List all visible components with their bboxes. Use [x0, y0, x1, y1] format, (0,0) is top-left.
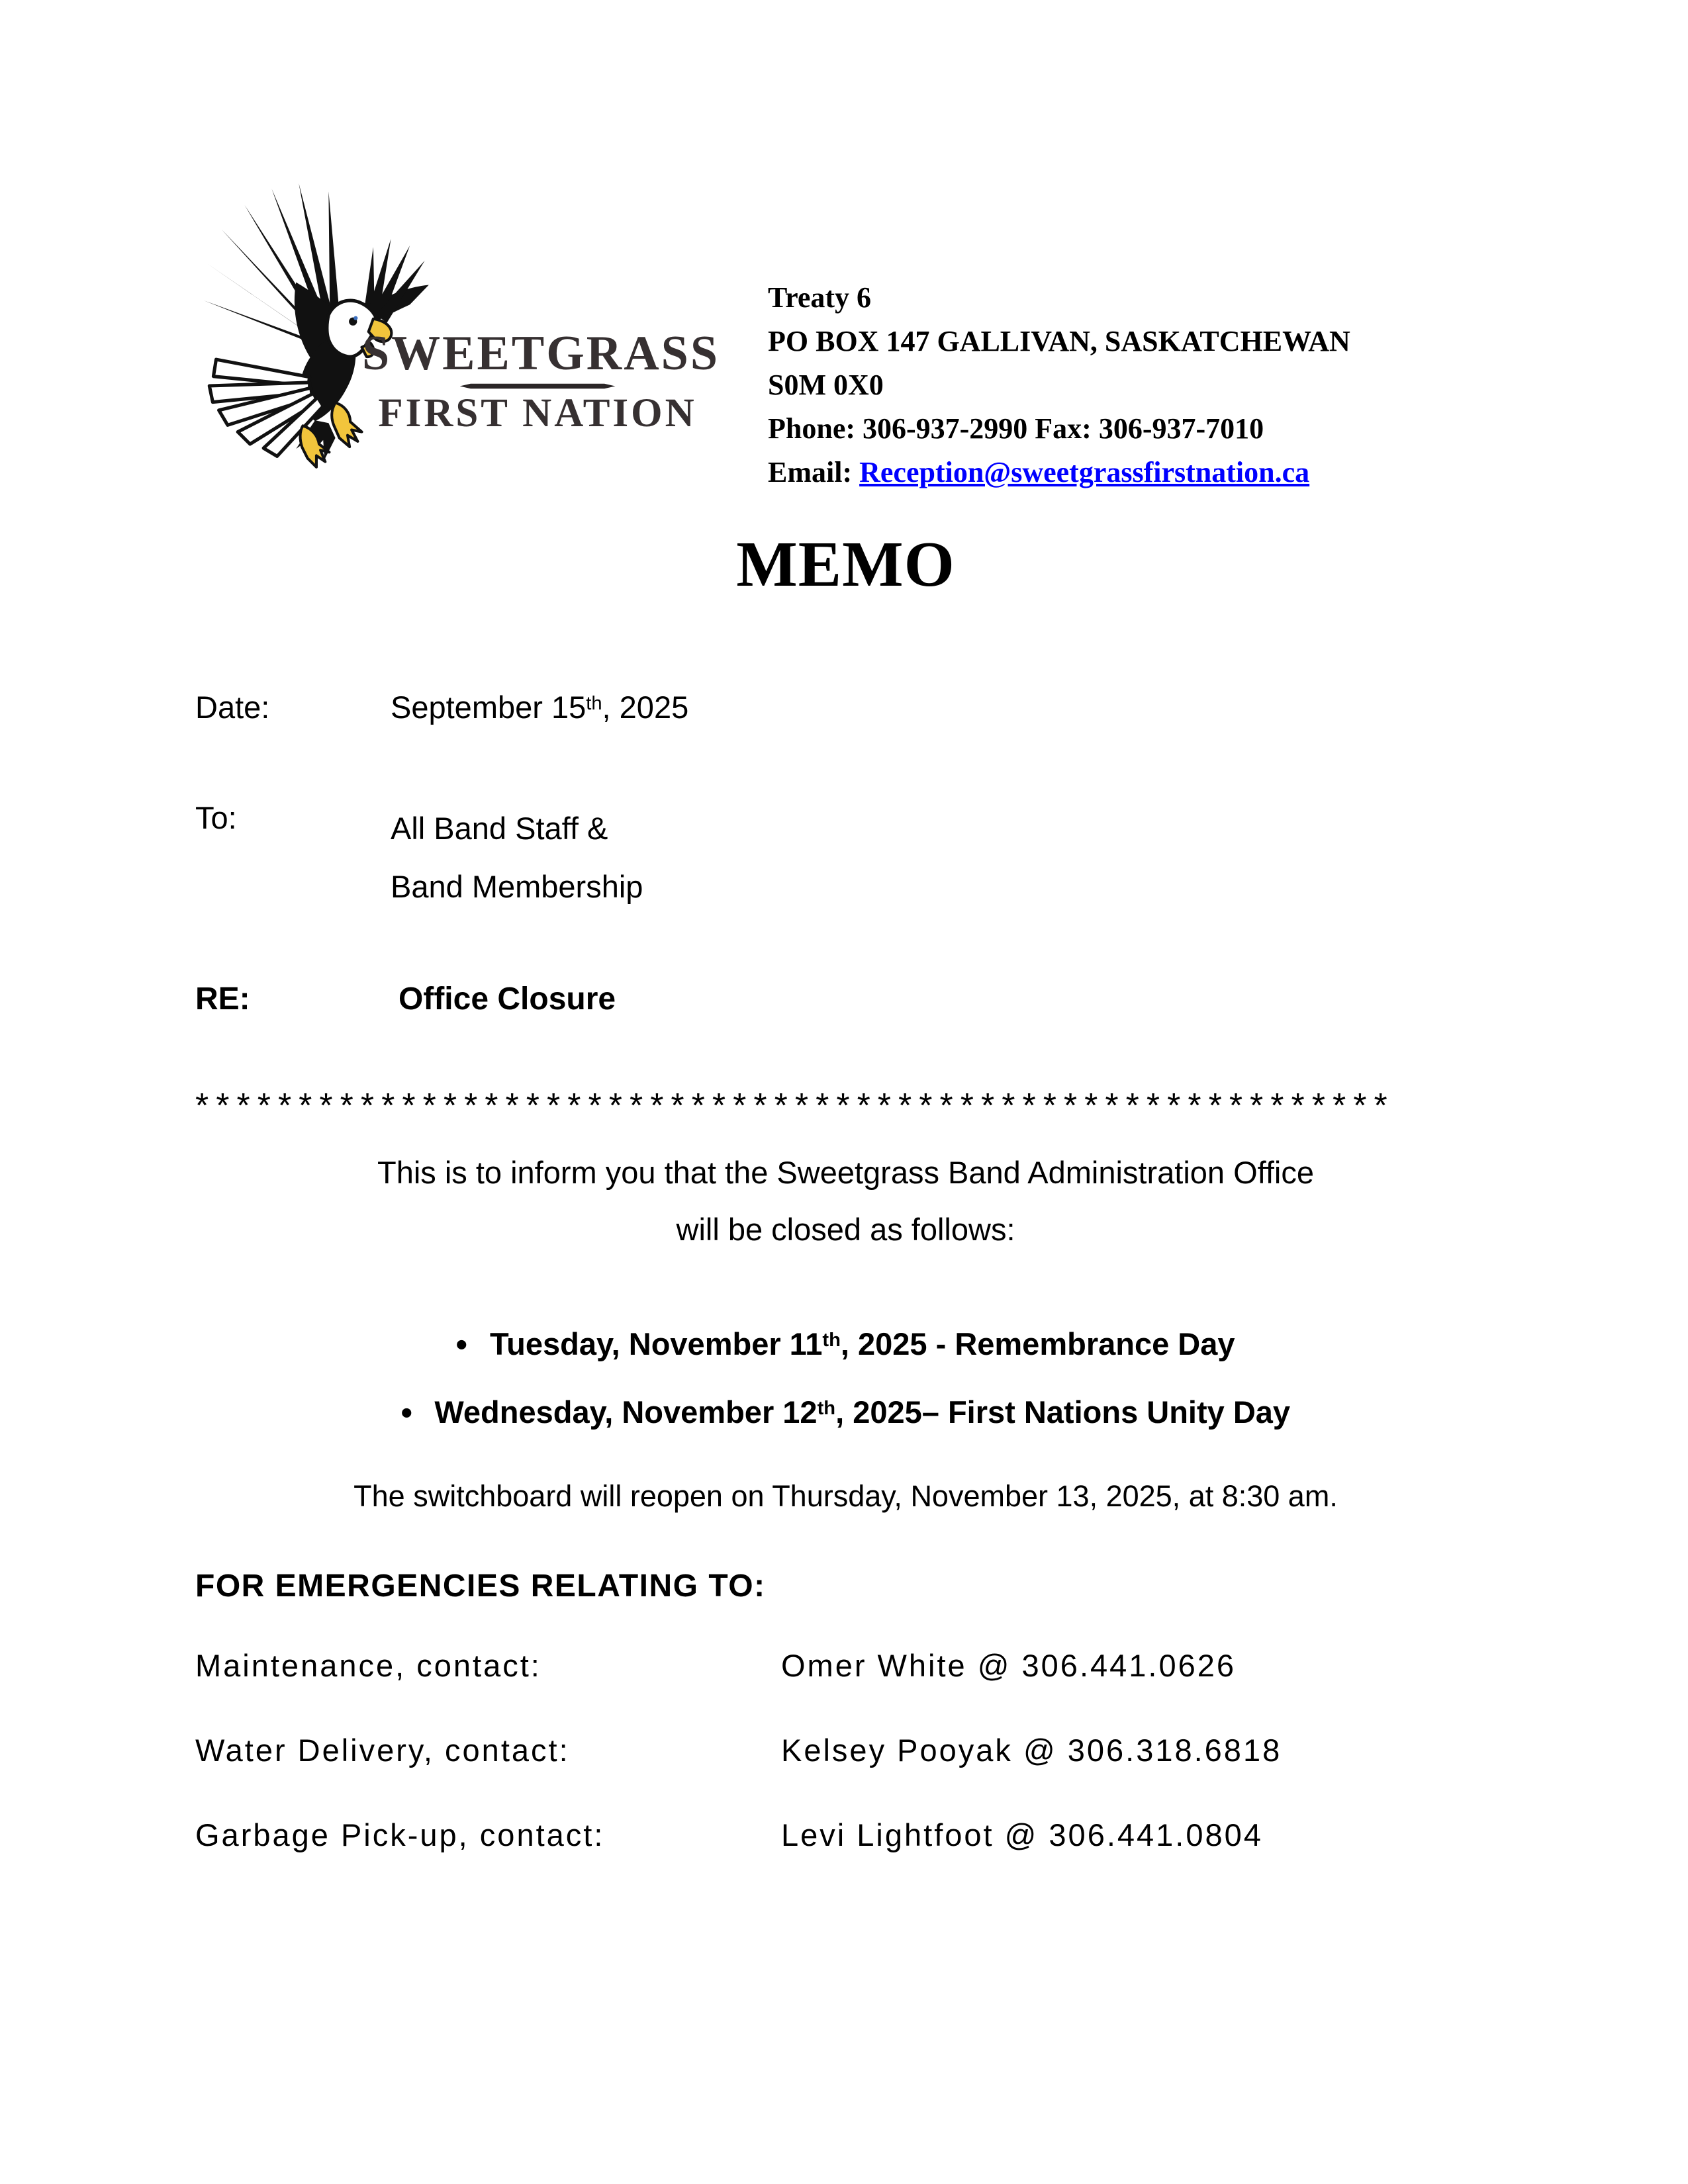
contact-label-garbage-pickup: Garbage Pick-up, contact: — [195, 1817, 605, 1852]
closure-date-1-ordinal: th — [822, 1329, 841, 1351]
date-value-text: September 15 — [391, 690, 586, 725]
to-label: To: — [195, 800, 237, 835]
reopen-note: The switchboard will reopen on Thursday, November 13, 2025, at 8:30 am. — [353, 1479, 1338, 1513]
email-link[interactable]: Reception@sweetgrassfirstnation.ca — [859, 456, 1310, 488]
contact-value-maintenance: Omer White @ 306.441.0626 — [781, 1648, 1237, 1683]
letterhead-email-line — [768, 451, 1350, 494]
memo-content — [195, 189, 1496, 1901]
letterhead-address-line2: S0M 0X0 — [768, 369, 884, 401]
intro-paragraph — [195, 1144, 1496, 1258]
date-value-year: , 2025 — [602, 690, 689, 725]
closure-date-1-text: Tuesday, November 11 — [489, 1326, 823, 1361]
list-item — [195, 1381, 1496, 1449]
letterhead-header — [195, 189, 1496, 488]
field-date — [195, 689, 1496, 725]
intro-line2: will be closed as follows: — [676, 1212, 1015, 1247]
contact-label-maintenance: Maintenance, contact: — [195, 1648, 541, 1683]
bullet-icon: • — [456, 1325, 468, 1363]
closure-date-2-event: , 2025– First Nations Unity Day — [835, 1394, 1291, 1430]
logo-name-line1: SWEETGRASS — [362, 326, 720, 381]
closure-date-2-text: Wednesday, November 12 — [434, 1394, 818, 1430]
asterisk-separator: ********************************************************** — [195, 1087, 1395, 1125]
letterhead-phone-fax: Phone: 306-937-2990 Fax: 306-937-7010 — [768, 412, 1264, 445]
intro-line1: This is to inform you that the Sweetgrass Band Administration Office — [377, 1155, 1315, 1190]
table-row — [195, 1647, 1496, 1685]
table-row — [195, 1816, 1496, 1854]
to-value-line2: Band Membership — [391, 869, 643, 904]
closure-date-2-ordinal: th — [817, 1397, 836, 1419]
contact-label-water-delivery: Water Delivery, contact: — [195, 1733, 570, 1768]
closure-date-1-event: , 2025 - Remembrance Day — [840, 1326, 1235, 1361]
letterhead-address-line1: PO BOX 147 GALLIVAN, SASKATCHEWAN — [768, 325, 1350, 357]
date-label: Date: — [195, 690, 270, 725]
email-label: Email: — [768, 456, 853, 488]
to-value — [391, 799, 643, 916]
logo-name-line2: FIRST NATION — [378, 391, 697, 435]
letterhead-contact-block — [768, 276, 1350, 494]
table-row — [195, 1731, 1496, 1770]
date-ordinal-suffix: th — [586, 692, 602, 714]
to-value-line1: All Band Staff & — [391, 811, 608, 846]
list-item — [195, 1312, 1496, 1381]
letterhead-treaty: Treaty 6 — [768, 281, 871, 314]
logo-divider — [460, 383, 616, 389]
bullet-icon: • — [400, 1393, 412, 1431]
contact-value-garbage-pickup: Levi Lightfoot @ 306.441.0804 — [781, 1817, 1263, 1852]
closure-dates-list — [195, 1312, 1496, 1449]
contact-value-water-delivery: Kelsey Pooyak @ 306.318.6818 — [781, 1733, 1282, 1768]
logo-wordmark — [362, 326, 720, 435]
date-value — [391, 689, 688, 725]
emergencies-heading: FOR EMERGENCIES RELATING TO: — [195, 1569, 766, 1604]
re-label: RE: — [195, 981, 250, 1017]
field-to — [195, 799, 1496, 916]
re-value: Office Closure — [399, 981, 616, 1017]
page-title: MEMO — [736, 529, 955, 600]
field-re — [195, 981, 1496, 1017]
memo-fields — [195, 689, 1496, 1017]
emergency-contacts — [195, 1647, 1496, 1854]
